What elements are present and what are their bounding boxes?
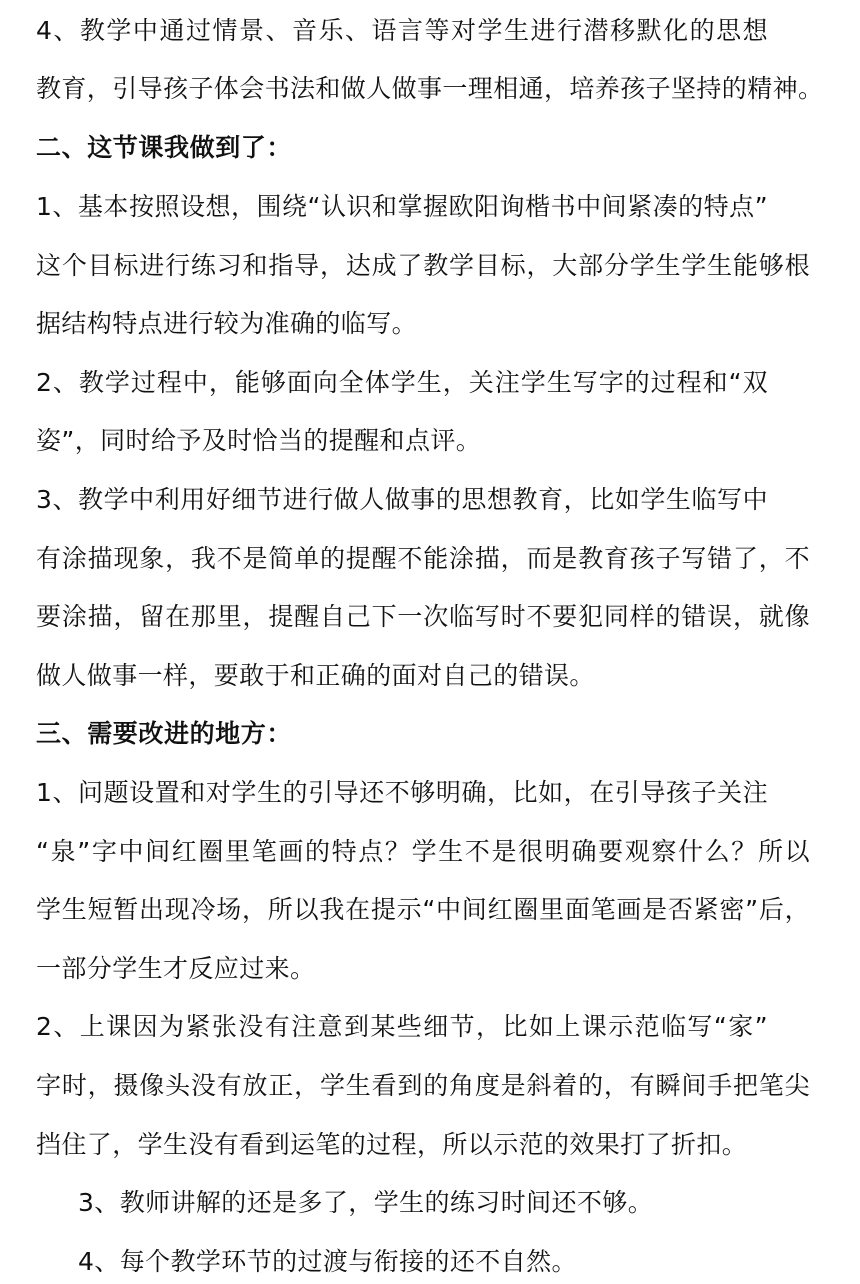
done-item-2-line-1: 2、教学过程中，能够面向全体学生，关注学生写字的过程和“双 bbox=[36, 368, 768, 397]
improve-item-2-line-1: 2、上课因为紧张没有注意到某些细节，比如上课示范临写“家” bbox=[36, 1012, 768, 1041]
done-item-3-line-3: 要涂描，留在那里，提醒自己下一次临写时不要犯同样的错误，就像 bbox=[36, 602, 810, 631]
improve-item-4: 4、每个教学环节的过渡与衔接的还不自然。 bbox=[78, 1247, 577, 1276]
done-item-1-line-1: 1、基本按照设想，围绕“认识和掌握欧阳询楷书中间紧凑的特点” bbox=[36, 192, 768, 221]
done-item-3-line-4: 做人做事一样，要敢于和正确的面对自己的错误。 bbox=[36, 661, 595, 690]
paragraph-4-line-1: 4、教学中通过情景、音乐、语言等对学生进行潜移默化的思想 bbox=[36, 16, 768, 45]
improve-item-2-line-3: 挡住了，学生没有看到运笔的过程，所以示范的效果打了折扣。 bbox=[36, 1130, 748, 1159]
section-heading-improve: 三、需要改进的地方： bbox=[36, 719, 293, 748]
improve-item-2-line-2: 字时，摄像头没有放正，学生看到的角度是斜着的，有瞬间手把笔尖 bbox=[36, 1071, 810, 1100]
paragraph-4-line-2: 教育，引导孩子体会书法和做人做事一理相通，培养孩子坚持的精神。 bbox=[36, 74, 824, 103]
done-item-2-line-2: 姿”，同时给予及时恰当的提醒和点评。 bbox=[36, 426, 482, 455]
improve-item-1-line-2: “泉”字中间红圈里笔画的特点？学生不是很明确要观察什么？所以 bbox=[36, 837, 810, 866]
improve-item-3: 3、教师讲解的还是多了，学生的练习时间还不够。 bbox=[78, 1188, 654, 1217]
improve-item-1-line-1: 1、问题设置和对学生的引导还不够明确，比如，在引导孩子关注 bbox=[36, 778, 768, 807]
done-item-1-line-3: 据结构特点进行较为准确的临写。 bbox=[36, 309, 418, 338]
improve-item-1-line-4: 一部分学生才反应过来。 bbox=[36, 954, 316, 983]
done-item-1-line-2: 这个目标进行练习和指导，达成了教学目标，大部分学生学生能够根 bbox=[36, 251, 810, 280]
improve-item-1-line-3: 学生短暂出现冷场，所以我在提示“中间红圈里面笔画是否紧密”后， bbox=[36, 895, 810, 924]
section-heading-done: 二、这节课我做到了： bbox=[36, 133, 293, 162]
done-item-3-line-2: 有涂描现象，我不是简单的提醒不能涂描，而是教育孩子写错了，不 bbox=[36, 544, 810, 573]
done-item-3-line-1: 3、教学中利用好细节进行做人做事的思想教育，比如学生临写中 bbox=[36, 485, 768, 514]
